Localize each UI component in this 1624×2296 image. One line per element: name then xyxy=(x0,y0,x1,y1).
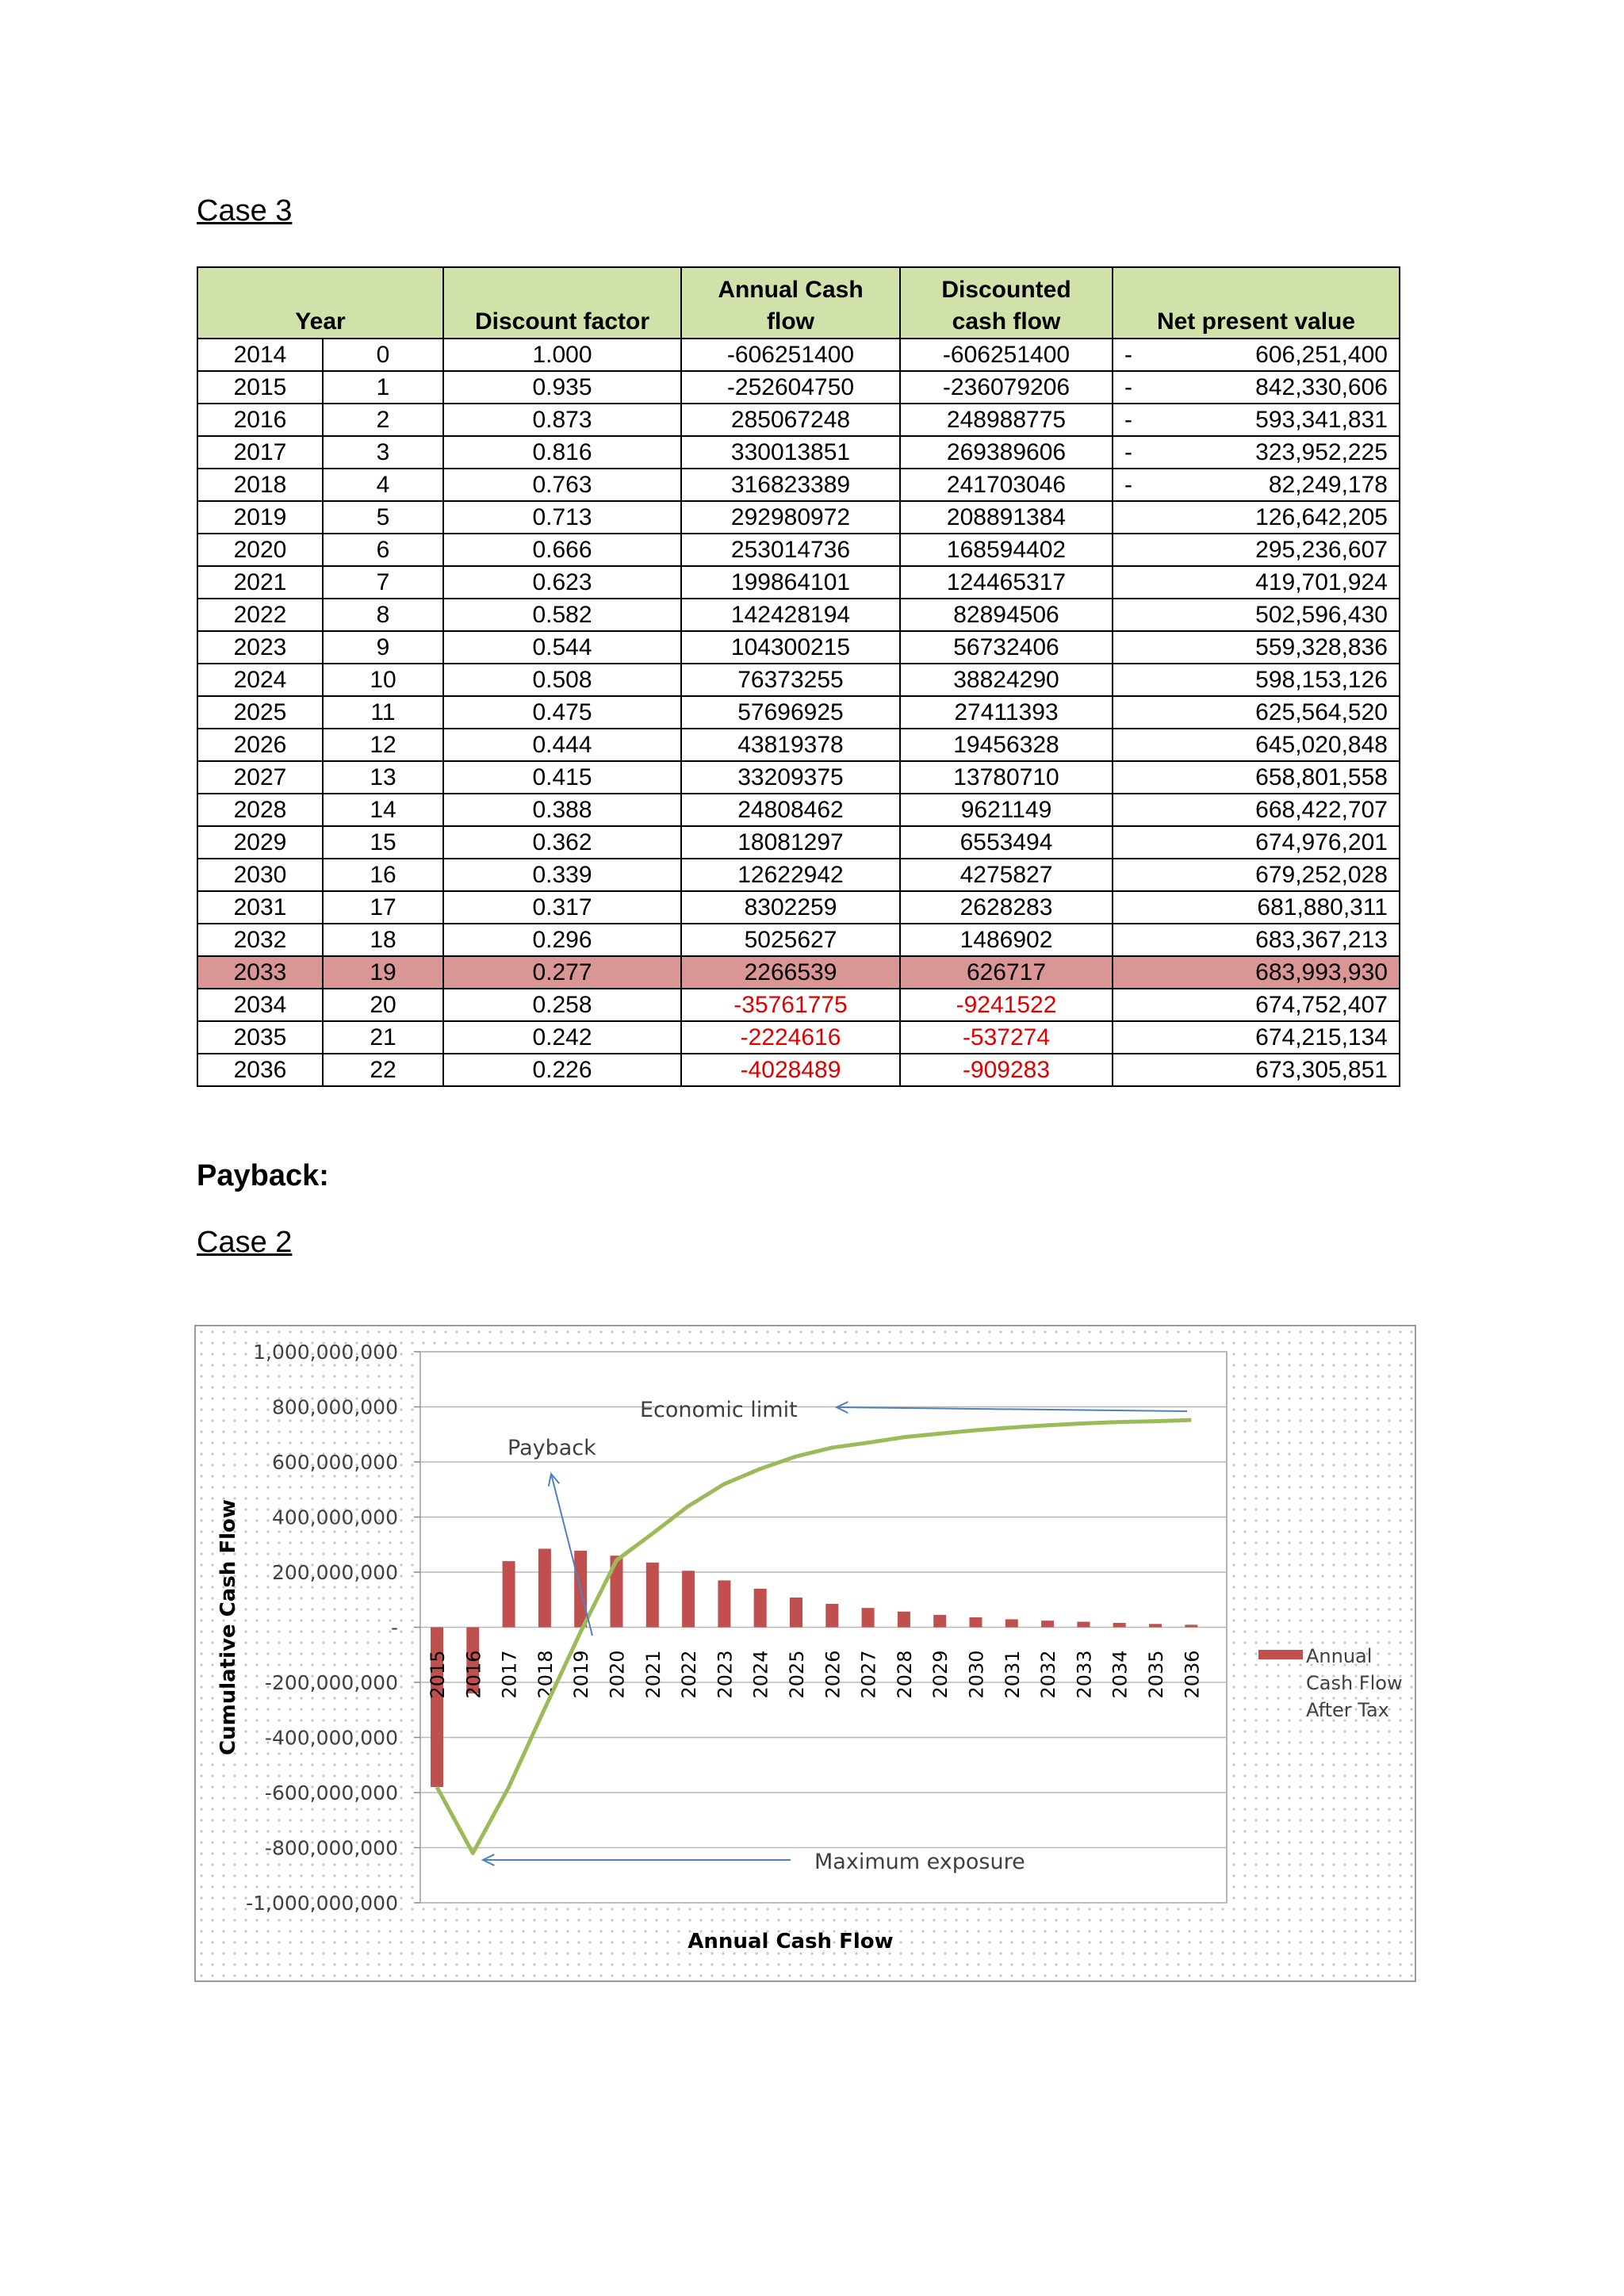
y-axis-title: Cumulative Cash Flow xyxy=(216,1499,240,1755)
npv-sign-cell xyxy=(1113,891,1144,924)
npv-cell: 82,249,178 xyxy=(1144,469,1400,501)
period-cell: 6 xyxy=(323,534,443,566)
discounted-cash-flow-cell: -909283 xyxy=(900,1054,1113,1086)
year-cell: 2025 xyxy=(197,696,323,729)
discounted-cash-flow-cell: 19456328 xyxy=(900,729,1113,761)
table-row xyxy=(197,501,1400,534)
x-tick-label: 2022 xyxy=(678,1650,701,1699)
npv-header: Net present value xyxy=(1113,267,1400,339)
year-cell: 2023 xyxy=(197,631,323,664)
bar xyxy=(1005,1619,1018,1627)
table-row xyxy=(197,859,1400,891)
discount-factor-cell: 0.226 xyxy=(443,1054,681,1086)
discount-factor-cell: 0.623 xyxy=(443,566,681,599)
annual-cash-flow-cell: 285067248 xyxy=(681,404,900,436)
npv-sign-cell: - xyxy=(1113,339,1144,371)
discount-factor-cell: 0.666 xyxy=(443,534,681,566)
x-tick-label: 2030 xyxy=(965,1650,988,1699)
table-row xyxy=(197,761,1400,794)
annual-cash-flow-cell: 8302259 xyxy=(681,891,900,924)
year-cell: 2022 xyxy=(197,599,323,631)
period-cell: 8 xyxy=(323,599,443,631)
discounted-cash-flow-cell: -236079206 xyxy=(900,371,1113,404)
npv-cell: 559,328,836 xyxy=(1144,631,1400,664)
npv-cell: 668,422,707 xyxy=(1144,794,1400,826)
annual-cash-flow-cell: -606251400 xyxy=(681,339,900,371)
case2-heading: Case 2 xyxy=(197,1226,293,1259)
year-cell: 2035 xyxy=(197,1021,323,1054)
annual-cash-flow-cell: 2266539 xyxy=(681,956,900,989)
npv-cell: 645,020,848 xyxy=(1144,729,1400,761)
year-cell: 2015 xyxy=(197,371,323,404)
year-cell: 2033 xyxy=(197,956,323,989)
payback-heading: Payback: xyxy=(197,1159,329,1192)
bar xyxy=(1185,1624,1197,1627)
npv-cell: 593,341,831 xyxy=(1144,404,1400,436)
annual-cash-flow-cell: -4028489 xyxy=(681,1054,900,1086)
table-row xyxy=(197,534,1400,566)
period-cell: 19 xyxy=(323,956,443,989)
y-tick-label: -600,000,000 xyxy=(264,1781,398,1804)
discounted-cash-flow-cell: 1486902 xyxy=(900,924,1113,956)
discount-factor-cell: 0.258 xyxy=(443,989,681,1021)
discounted-cash-flow-cell: 4275827 xyxy=(900,859,1113,891)
period-cell: 22 xyxy=(323,1054,443,1086)
period-cell: 20 xyxy=(323,989,443,1021)
x-tick-label: 2031 xyxy=(1001,1650,1024,1699)
period-cell: 12 xyxy=(323,729,443,761)
table-row xyxy=(197,436,1400,469)
discounted-cash-flow-cell: 168594402 xyxy=(900,534,1113,566)
npv-cell: 323,952,225 xyxy=(1144,436,1400,469)
npv-cell: 842,330,606 xyxy=(1144,371,1400,404)
annual-cash-flow-cell: 316823389 xyxy=(681,469,900,501)
table-row xyxy=(197,826,1400,859)
table-row xyxy=(197,339,1400,371)
discounted-cash-flow-cell: 13780710 xyxy=(900,761,1113,794)
npv-sign-cell xyxy=(1113,664,1144,696)
bar xyxy=(1077,1622,1090,1628)
npv-cell: 674,752,407 xyxy=(1144,989,1400,1021)
npv-sign-cell xyxy=(1113,729,1144,761)
x-tick-label: 2015 xyxy=(427,1650,449,1699)
npv-sign-cell xyxy=(1113,696,1144,729)
x-axis-title: Annual Cash Flow xyxy=(688,1930,894,1954)
annual-cash-flow-cell: 43819378 xyxy=(681,729,900,761)
period-cell: 7 xyxy=(323,566,443,599)
bar xyxy=(898,1612,910,1628)
discount-factor-cell: 0.296 xyxy=(443,924,681,956)
annual-cash-flow-cell: 57696925 xyxy=(681,696,900,729)
npv-sign-cell xyxy=(1113,859,1144,891)
discounted-cash-flow-cell: 248988775 xyxy=(900,404,1113,436)
table-row xyxy=(197,729,1400,761)
economic-limit-label: Economic limit xyxy=(640,1398,798,1422)
npv-sign-cell xyxy=(1113,501,1144,534)
period-cell: 2 xyxy=(323,404,443,436)
npv-cell: 625,564,520 xyxy=(1144,696,1400,729)
bar xyxy=(718,1580,730,1627)
x-tick-label: 2035 xyxy=(1145,1650,1167,1699)
year-cell: 2034 xyxy=(197,989,323,1021)
discounted-cash-flow-header: Discounted cash flow xyxy=(900,267,1113,339)
period-cell: 3 xyxy=(323,436,443,469)
x-tick-label: 2034 xyxy=(1109,1650,1132,1699)
table-row xyxy=(197,989,1400,1021)
case3-heading: Case 3 xyxy=(197,194,293,228)
table-row xyxy=(197,599,1400,631)
annual-cash-flow-cell: 12622942 xyxy=(681,859,900,891)
discount-factor-cell: 0.475 xyxy=(443,696,681,729)
discounted-cash-flow-cell: 82894506 xyxy=(900,599,1113,631)
year-cell: 2017 xyxy=(197,436,323,469)
bar xyxy=(682,1571,695,1627)
npv-cell: 683,993,930 xyxy=(1144,956,1400,989)
legend-swatch xyxy=(1258,1650,1303,1659)
table-header-row xyxy=(197,267,1400,339)
npv-sign-cell: - xyxy=(1113,404,1144,436)
npv-sign-cell xyxy=(1113,631,1144,664)
npv-sign-cell xyxy=(1113,794,1144,826)
x-tick-label: 2018 xyxy=(534,1650,557,1699)
annual-cash-flow-cell: 104300215 xyxy=(681,631,900,664)
table-row xyxy=(197,371,1400,404)
y-tick-label: -400,000,000 xyxy=(264,1726,398,1750)
bar xyxy=(754,1589,767,1628)
annual-cash-flow-cell: 142428194 xyxy=(681,599,900,631)
period-cell: 5 xyxy=(323,501,443,534)
npv-cell: 674,976,201 xyxy=(1144,826,1400,859)
legend-label: After Tax xyxy=(1306,1699,1389,1721)
legend-label: Cash Flow xyxy=(1306,1672,1403,1694)
npv-cell: 674,215,134 xyxy=(1144,1021,1400,1054)
x-tick-label: 2026 xyxy=(822,1650,845,1699)
bar xyxy=(503,1561,515,1627)
year-cell: 2020 xyxy=(197,534,323,566)
npv-table xyxy=(197,266,1400,1087)
discounted-cash-flow-cell: 27411393 xyxy=(900,696,1113,729)
discount-factor-cell: 0.544 xyxy=(443,631,681,664)
table-row xyxy=(197,891,1400,924)
discount-factor-cell: 0.415 xyxy=(443,761,681,794)
discounted-cash-flow-cell: 2628283 xyxy=(900,891,1113,924)
npv-cell: 502,596,430 xyxy=(1144,599,1400,631)
discount-factor-cell: 0.935 xyxy=(443,371,681,404)
year-cell: 2019 xyxy=(197,501,323,534)
npv-sign-cell xyxy=(1113,989,1144,1021)
discounted-cash-flow-cell: -606251400 xyxy=(900,339,1113,371)
annual-cash-flow-cell: 199864101 xyxy=(681,566,900,599)
y-tick-label: - xyxy=(390,1616,398,1640)
annual-cash-flow-header: Annual Cash flow xyxy=(681,267,900,339)
year-cell: 2014 xyxy=(197,339,323,371)
cash-flow-chart xyxy=(194,1325,1416,1982)
annual-cash-flow-cell: 330013851 xyxy=(681,436,900,469)
npv-sign-cell xyxy=(1113,956,1144,989)
y-tick-label: 800,000,000 xyxy=(271,1395,398,1419)
x-tick-label: 2032 xyxy=(1037,1650,1060,1699)
bar xyxy=(970,1617,982,1628)
table-row xyxy=(197,469,1400,501)
period-cell: 14 xyxy=(323,794,443,826)
period-cell: 10 xyxy=(323,664,443,696)
annual-cash-flow-cell: 24808462 xyxy=(681,794,900,826)
table-row xyxy=(197,664,1400,696)
discounted-cash-flow-cell: 124465317 xyxy=(900,566,1113,599)
discounted-cash-flow-cell: 9621149 xyxy=(900,794,1113,826)
annual-cash-flow-cell: -2224616 xyxy=(681,1021,900,1054)
npv-cell: 683,367,213 xyxy=(1144,924,1400,956)
year-cell: 2024 xyxy=(197,664,323,696)
year-cell: 2028 xyxy=(197,794,323,826)
discounted-cash-flow-cell: -9241522 xyxy=(900,989,1113,1021)
year-cell: 2021 xyxy=(197,566,323,599)
npv-sign-cell xyxy=(1113,1054,1144,1086)
npv-sign-cell xyxy=(1113,534,1144,566)
y-tick-label: 600,000,000 xyxy=(271,1451,398,1474)
discount-factor-cell: 0.873 xyxy=(443,404,681,436)
discounted-cash-flow-cell: 38824290 xyxy=(900,664,1113,696)
x-tick-label: 2023 xyxy=(714,1650,737,1699)
annual-cash-flow-cell: 33209375 xyxy=(681,761,900,794)
period-cell: 4 xyxy=(323,469,443,501)
npv-cell: 673,305,851 xyxy=(1144,1054,1400,1086)
maximum-exposure-label: Maximum exposure xyxy=(814,1850,1025,1874)
bar xyxy=(1113,1623,1126,1628)
discounted-cash-flow-cell: 269389606 xyxy=(900,436,1113,469)
table-row xyxy=(197,1054,1400,1086)
annual-cash-flow-cell: 253014736 xyxy=(681,534,900,566)
year-cell: 2026 xyxy=(197,729,323,761)
table-row xyxy=(197,566,1400,599)
discount-factor-cell: 0.339 xyxy=(443,859,681,891)
year-cell: 2018 xyxy=(197,469,323,501)
npv-cell: 419,701,924 xyxy=(1144,566,1400,599)
discount-factor-cell: 0.242 xyxy=(443,1021,681,1054)
table-row xyxy=(197,696,1400,729)
discount-factor-cell: 0.277 xyxy=(443,956,681,989)
period-cell: 21 xyxy=(323,1021,443,1054)
chart-svg xyxy=(196,1326,1418,1984)
discount-factor-cell: 0.508 xyxy=(443,664,681,696)
discount-factor-cell: 0.582 xyxy=(443,599,681,631)
npv-sign-cell xyxy=(1113,599,1144,631)
npv-cell: 658,801,558 xyxy=(1144,761,1400,794)
bar xyxy=(862,1608,875,1627)
year-cell: 2031 xyxy=(197,891,323,924)
bar xyxy=(646,1563,659,1628)
period-cell: 13 xyxy=(323,761,443,794)
npv-cell: 679,252,028 xyxy=(1144,859,1400,891)
x-tick-label: 2016 xyxy=(462,1650,485,1699)
npv-cell: 606,251,400 xyxy=(1144,339,1400,371)
discount-factor-header: Discount factor xyxy=(443,267,681,339)
year-cell: 2027 xyxy=(197,761,323,794)
period-cell: 15 xyxy=(323,826,443,859)
table-row xyxy=(197,924,1400,956)
discount-factor-cell: 1.000 xyxy=(443,339,681,371)
bar xyxy=(790,1598,802,1628)
discounted-cash-flow-cell: 6553494 xyxy=(900,826,1113,859)
table-row xyxy=(197,1021,1400,1054)
npv-sign-cell xyxy=(1113,826,1144,859)
discount-factor-cell: 0.317 xyxy=(443,891,681,924)
year-header: Year xyxy=(197,267,443,339)
period-cell: 11 xyxy=(323,696,443,729)
npv-sign-cell xyxy=(1113,761,1144,794)
annual-cash-flow-cell: 292980972 xyxy=(681,501,900,534)
x-tick-label: 2036 xyxy=(1181,1650,1204,1699)
bar xyxy=(933,1615,946,1628)
npv-sign-cell xyxy=(1113,1021,1144,1054)
payback-label: Payback xyxy=(508,1436,596,1460)
discount-factor-cell: 0.713 xyxy=(443,501,681,534)
annual-cash-flow-cell: -35761775 xyxy=(681,989,900,1021)
table-row xyxy=(197,794,1400,826)
discount-factor-cell: 0.444 xyxy=(443,729,681,761)
bar xyxy=(825,1604,838,1628)
discounted-cash-flow-cell: 626717 xyxy=(900,956,1113,989)
npv-sign-cell: - xyxy=(1113,371,1144,404)
year-cell: 2029 xyxy=(197,826,323,859)
period-cell: 17 xyxy=(323,891,443,924)
year-cell: 2032 xyxy=(197,924,323,956)
year-cell: 2030 xyxy=(197,859,323,891)
y-tick-label: 1,000,000,000 xyxy=(253,1341,398,1364)
npv-cell: 598,153,126 xyxy=(1144,664,1400,696)
npv-sign-cell xyxy=(1113,924,1144,956)
period-cell: 9 xyxy=(323,631,443,664)
x-tick-label: 2029 xyxy=(929,1650,952,1699)
table-row xyxy=(197,631,1400,664)
x-tick-label: 2025 xyxy=(786,1650,808,1699)
discount-factor-cell: 0.388 xyxy=(443,794,681,826)
year-cell: 2016 xyxy=(197,404,323,436)
bar xyxy=(538,1548,551,1627)
x-tick-label: 2033 xyxy=(1073,1650,1096,1699)
period-cell: 18 xyxy=(323,924,443,956)
discounted-cash-flow-cell: 56732406 xyxy=(900,631,1113,664)
y-tick-label: 400,000,000 xyxy=(271,1506,398,1529)
discount-factor-cell: 0.816 xyxy=(443,436,681,469)
bar xyxy=(1149,1624,1162,1627)
x-tick-label: 2020 xyxy=(606,1650,629,1699)
discount-factor-cell: 0.362 xyxy=(443,826,681,859)
x-tick-label: 2019 xyxy=(570,1650,593,1699)
annual-cash-flow-cell: 18081297 xyxy=(681,826,900,859)
discounted-cash-flow-cell: 208891384 xyxy=(900,501,1113,534)
npv-cell: 126,642,205 xyxy=(1144,501,1400,534)
annual-cash-flow-cell: 5025627 xyxy=(681,924,900,956)
npv-sign-cell: - xyxy=(1113,436,1144,469)
discount-factor-cell: 0.763 xyxy=(443,469,681,501)
x-tick-label: 2021 xyxy=(642,1650,665,1699)
period-cell: 1 xyxy=(323,371,443,404)
npv-sign-cell xyxy=(1113,566,1144,599)
period-cell: 0 xyxy=(323,339,443,371)
y-tick-label: -800,000,000 xyxy=(264,1836,398,1860)
x-tick-label: 2017 xyxy=(498,1650,521,1699)
y-tick-label: -200,000,000 xyxy=(264,1671,398,1694)
annual-cash-flow-cell: -252604750 xyxy=(681,371,900,404)
annual-cash-flow-cell: 76373255 xyxy=(681,664,900,696)
npv-cell: 681,880,311 xyxy=(1144,891,1400,924)
y-tick-label: 200,000,000 xyxy=(271,1561,398,1584)
year-cell: 2036 xyxy=(197,1054,323,1086)
table-row xyxy=(197,404,1400,436)
bar xyxy=(1041,1621,1054,1627)
x-tick-label: 2024 xyxy=(749,1650,772,1699)
npv-cell: 295,236,607 xyxy=(1144,534,1400,566)
legend-label: Annual xyxy=(1306,1645,1373,1667)
y-tick-label: -1,000,000,000 xyxy=(246,1892,398,1915)
x-tick-label: 2027 xyxy=(857,1650,880,1699)
npv-sign-cell: - xyxy=(1113,469,1144,501)
period-cell: 16 xyxy=(323,859,443,891)
table-row xyxy=(197,956,1400,989)
discounted-cash-flow-cell: -537274 xyxy=(900,1021,1113,1054)
x-tick-label: 2028 xyxy=(893,1650,916,1699)
discounted-cash-flow-cell: 241703046 xyxy=(900,469,1113,501)
